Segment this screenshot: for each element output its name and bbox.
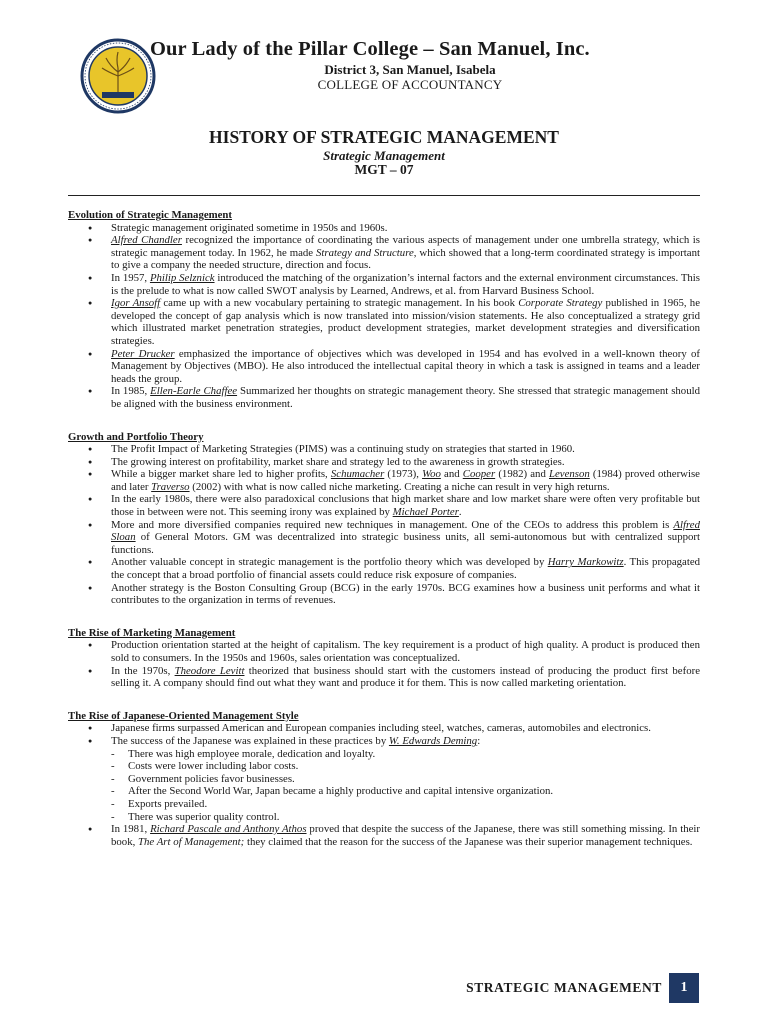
dash-item: - After the Second World War, Japan became a highly productive and capital intensive organization. <box>111 785 700 798</box>
bullet-item <box>68 665 700 690</box>
bullet-text: (2002) with what is now called niche marketing. Creating a niche can result in very high returns. <box>189 480 610 493</box>
author-reference: W. Edwards Deming <box>388 734 478 747</box>
bullet-list <box>68 222 700 411</box>
bullet-text: In 1985, <box>111 385 151 398</box>
bullet-list <box>68 722 700 848</box>
bullet-item <box>68 519 700 557</box>
document-subtitle: Strategic Management <box>323 148 445 163</box>
bullet-item <box>68 735 700 823</box>
bullet-text: Another valuable concept in strategic management is the portfolio theory which was developed by <box>111 556 548 569</box>
bullet-text: recognized the importance of coordinating the various aspects of management under one umbrella strategy, which is strategic management today. In 1962, he made <box>111 234 701 259</box>
dash-item: - Government policies favor businesses. <box>111 773 700 786</box>
bullet-item <box>68 272 700 297</box>
author-reference: Peter Drucker <box>111 347 175 360</box>
bullet-text: (1984) proved otherwise and later <box>111 468 700 493</box>
author-reference: Alfred Chandler <box>111 234 182 247</box>
bullet-list <box>68 639 700 689</box>
section <box>68 431 700 607</box>
bullet-item <box>68 348 700 386</box>
bullet-list <box>68 443 700 607</box>
bullet-item <box>68 493 700 518</box>
bullet-text: , which showed that a long-term coordinated strategy is important to give a company the needed structure, direction and focus. <box>111 246 700 272</box>
bullet-text: In 1981, <box>111 823 151 836</box>
bullet-text: (1982) and <box>495 468 549 481</box>
bullet-text: : <box>477 734 481 747</box>
book-title: Strategy and Structure <box>316 246 414 259</box>
bullet-item <box>68 222 700 235</box>
bullet-text: The success of the Japanese was explained in these practices by <box>111 734 389 747</box>
author-reference: Philip Selznick <box>149 271 215 284</box>
footer-label: STRATEGIC MANAGEMENT <box>466 980 662 995</box>
author-reference: Traverso <box>151 480 190 493</box>
bullet-text: Japanese firms surpassed American and European companies including steel, watches, cameras, automobiles and electronics. <box>111 722 651 735</box>
author-reference: Levenson <box>549 468 590 481</box>
bullet-text: came up with a new vocabulary pertaining to strategic management. In his book <box>160 297 519 310</box>
book-title: The Art of Management; <box>138 835 245 848</box>
bullet-text: The Profit Impact of Marketing Strategies (PIMS) was a continuing study on strategies that started in 1960. <box>111 443 575 456</box>
bullet-item <box>68 443 700 456</box>
bullet-item <box>68 582 700 607</box>
section-heading: Evolution of Strategic Management <box>68 209 233 221</box>
bullet-text: In the early 1980s, there were also paradoxical conclusions that high market share and low market share were often very profitable but those in between were not. This seeming irony was explained by <box>111 493 700 519</box>
bullet-text: introduced the matching of the organization’s internal factors and the external environment circumstances. This is the prelude to what is now called SWOT analysis by Learned, Andrews, et al. from Harvard Business School. <box>111 271 701 297</box>
bullet-text: The growing interest on profitability, market share and strategy led to the awareness in growth strategies. <box>111 455 565 468</box>
bullet-text: . <box>458 506 462 519</box>
bullet-text: published in 1965, he developed the concept of gap analysis which is now translated into mission/vision statements. He also conceptualized a strategy grid which illustrated market penetration strategies, product development strategies, market development strategies and diversification strategies. <box>111 297 700 347</box>
bullet-item <box>68 468 700 493</box>
dash-item: - Exports prevailed. <box>111 798 700 811</box>
dash-item: - There was superior quality control. <box>111 811 700 824</box>
college-name: Our Lady of the Pillar College – San Manuel, Inc. <box>150 38 590 60</box>
bullet-text: they claimed that the reason for the success of the Japanese was their superior management techniques. <box>244 835 693 848</box>
course-code: MGT – 07 <box>354 162 414 177</box>
author-reference: Theodore Levitt <box>174 664 245 677</box>
bullet-item <box>68 823 700 848</box>
bullet-item <box>68 556 700 581</box>
document-body <box>68 209 700 868</box>
department-name: COLLEGE OF ACCOUNTANCY <box>317 77 503 92</box>
author-reference: Cooper <box>462 468 496 481</box>
section-heading: Growth and Portfolio Theory <box>68 430 204 443</box>
bullet-text: Summarized her thoughts on strategic management theory. She stressed that strategic management should be aligned with the business environment. <box>111 385 701 410</box>
author-reference: Michael Porter <box>392 506 459 519</box>
author-reference: Schumacher <box>330 468 385 481</box>
author-reference: Woo <box>422 468 441 481</box>
section-heading: The Rise of Japanese-Oriented Management Style <box>68 709 299 722</box>
dash-item: - There was high employee morale, dedication and loyalty. <box>111 748 700 761</box>
section <box>68 710 700 849</box>
bullet-text: In the 1970s, <box>111 664 175 677</box>
section <box>68 209 700 411</box>
author-reference: Igor Ansoff <box>111 297 161 310</box>
header-divider <box>68 195 700 196</box>
author-reference: Ellen-Earle Chaffee <box>150 385 238 398</box>
author-reference: Alfred Sloan <box>111 518 700 544</box>
bullet-text: More and more diversified companies required new techniques in management. One of the CEOs to address this problem is <box>111 518 674 531</box>
bullet-item <box>68 722 700 735</box>
book-title: Corporate Strategy <box>518 297 603 310</box>
bullet-text: Production orientation started at the height of capitalism. The key requirement is a product of high quality. A product is produced then sold to consumers. In the 1950s and 1960s, sales orientation was conceptualized. <box>111 639 700 664</box>
bullet-item <box>68 234 700 272</box>
college-seal-logo <box>80 38 156 114</box>
section <box>68 627 700 690</box>
bullet-text: (1973), <box>384 468 423 481</box>
author-reference: Harry Markowitz <box>547 556 624 569</box>
document-title: HISTORY OF STRATEGIC MANAGEMENT <box>209 127 559 147</box>
bullet-item <box>68 297 700 347</box>
dash-item: - Costs were lower including labor costs. <box>111 760 700 773</box>
college-address: District 3, San Manuel, Isabela <box>324 62 496 77</box>
bullet-text: Strategic management originated sometime in 1950s and 1960s. <box>111 221 388 234</box>
bullet-text: While a bigger market share led to higher profits, <box>111 468 331 481</box>
bullet-text: proved that despite the success of the Japanese, there was still something missing. In their book, <box>111 823 701 848</box>
bullet-item <box>68 639 700 664</box>
bullet-text: Another strategy is the Boston Consulting Group (BCG) in the early 1970s. BCG examines how a business unit performs and what it contributes to the organization in terms of revenues. <box>111 581 700 607</box>
bullet-text: of General Motors. GM was decentralized into strategic business units, all semi-autonomous but with centralized support functions. <box>111 531 700 556</box>
bullet-text: In 1957, <box>111 271 150 284</box>
bullet-text: emphasized the importance of objectives which was developed in 1954 and has evolved in a well-known theory of Management by Objectives (MBO). He also introduced the intellectual capital theory in which a task is assigned in teams and a leader heads the group. <box>111 347 700 385</box>
author-reference: Richard Pascale and Anthony Athos <box>150 823 307 836</box>
section-heading: The Rise of Marketing Management <box>68 626 236 639</box>
bullet-text: theorized that business should start with the customers instead of producing the product first before selling it. A company should find out what they want and produce it for them. This is now called marketing orientation. <box>111 664 700 690</box>
bullet-item <box>68 385 700 410</box>
bullet-text: . This propagated the concept that a broad portfolio of financial assets could reduce risk exposure of companies. <box>111 556 701 582</box>
dash-list <box>111 748 700 824</box>
page-number-badge: 1 <box>669 973 699 1003</box>
bullet-item <box>68 456 700 469</box>
bullet-text: and <box>440 468 463 481</box>
